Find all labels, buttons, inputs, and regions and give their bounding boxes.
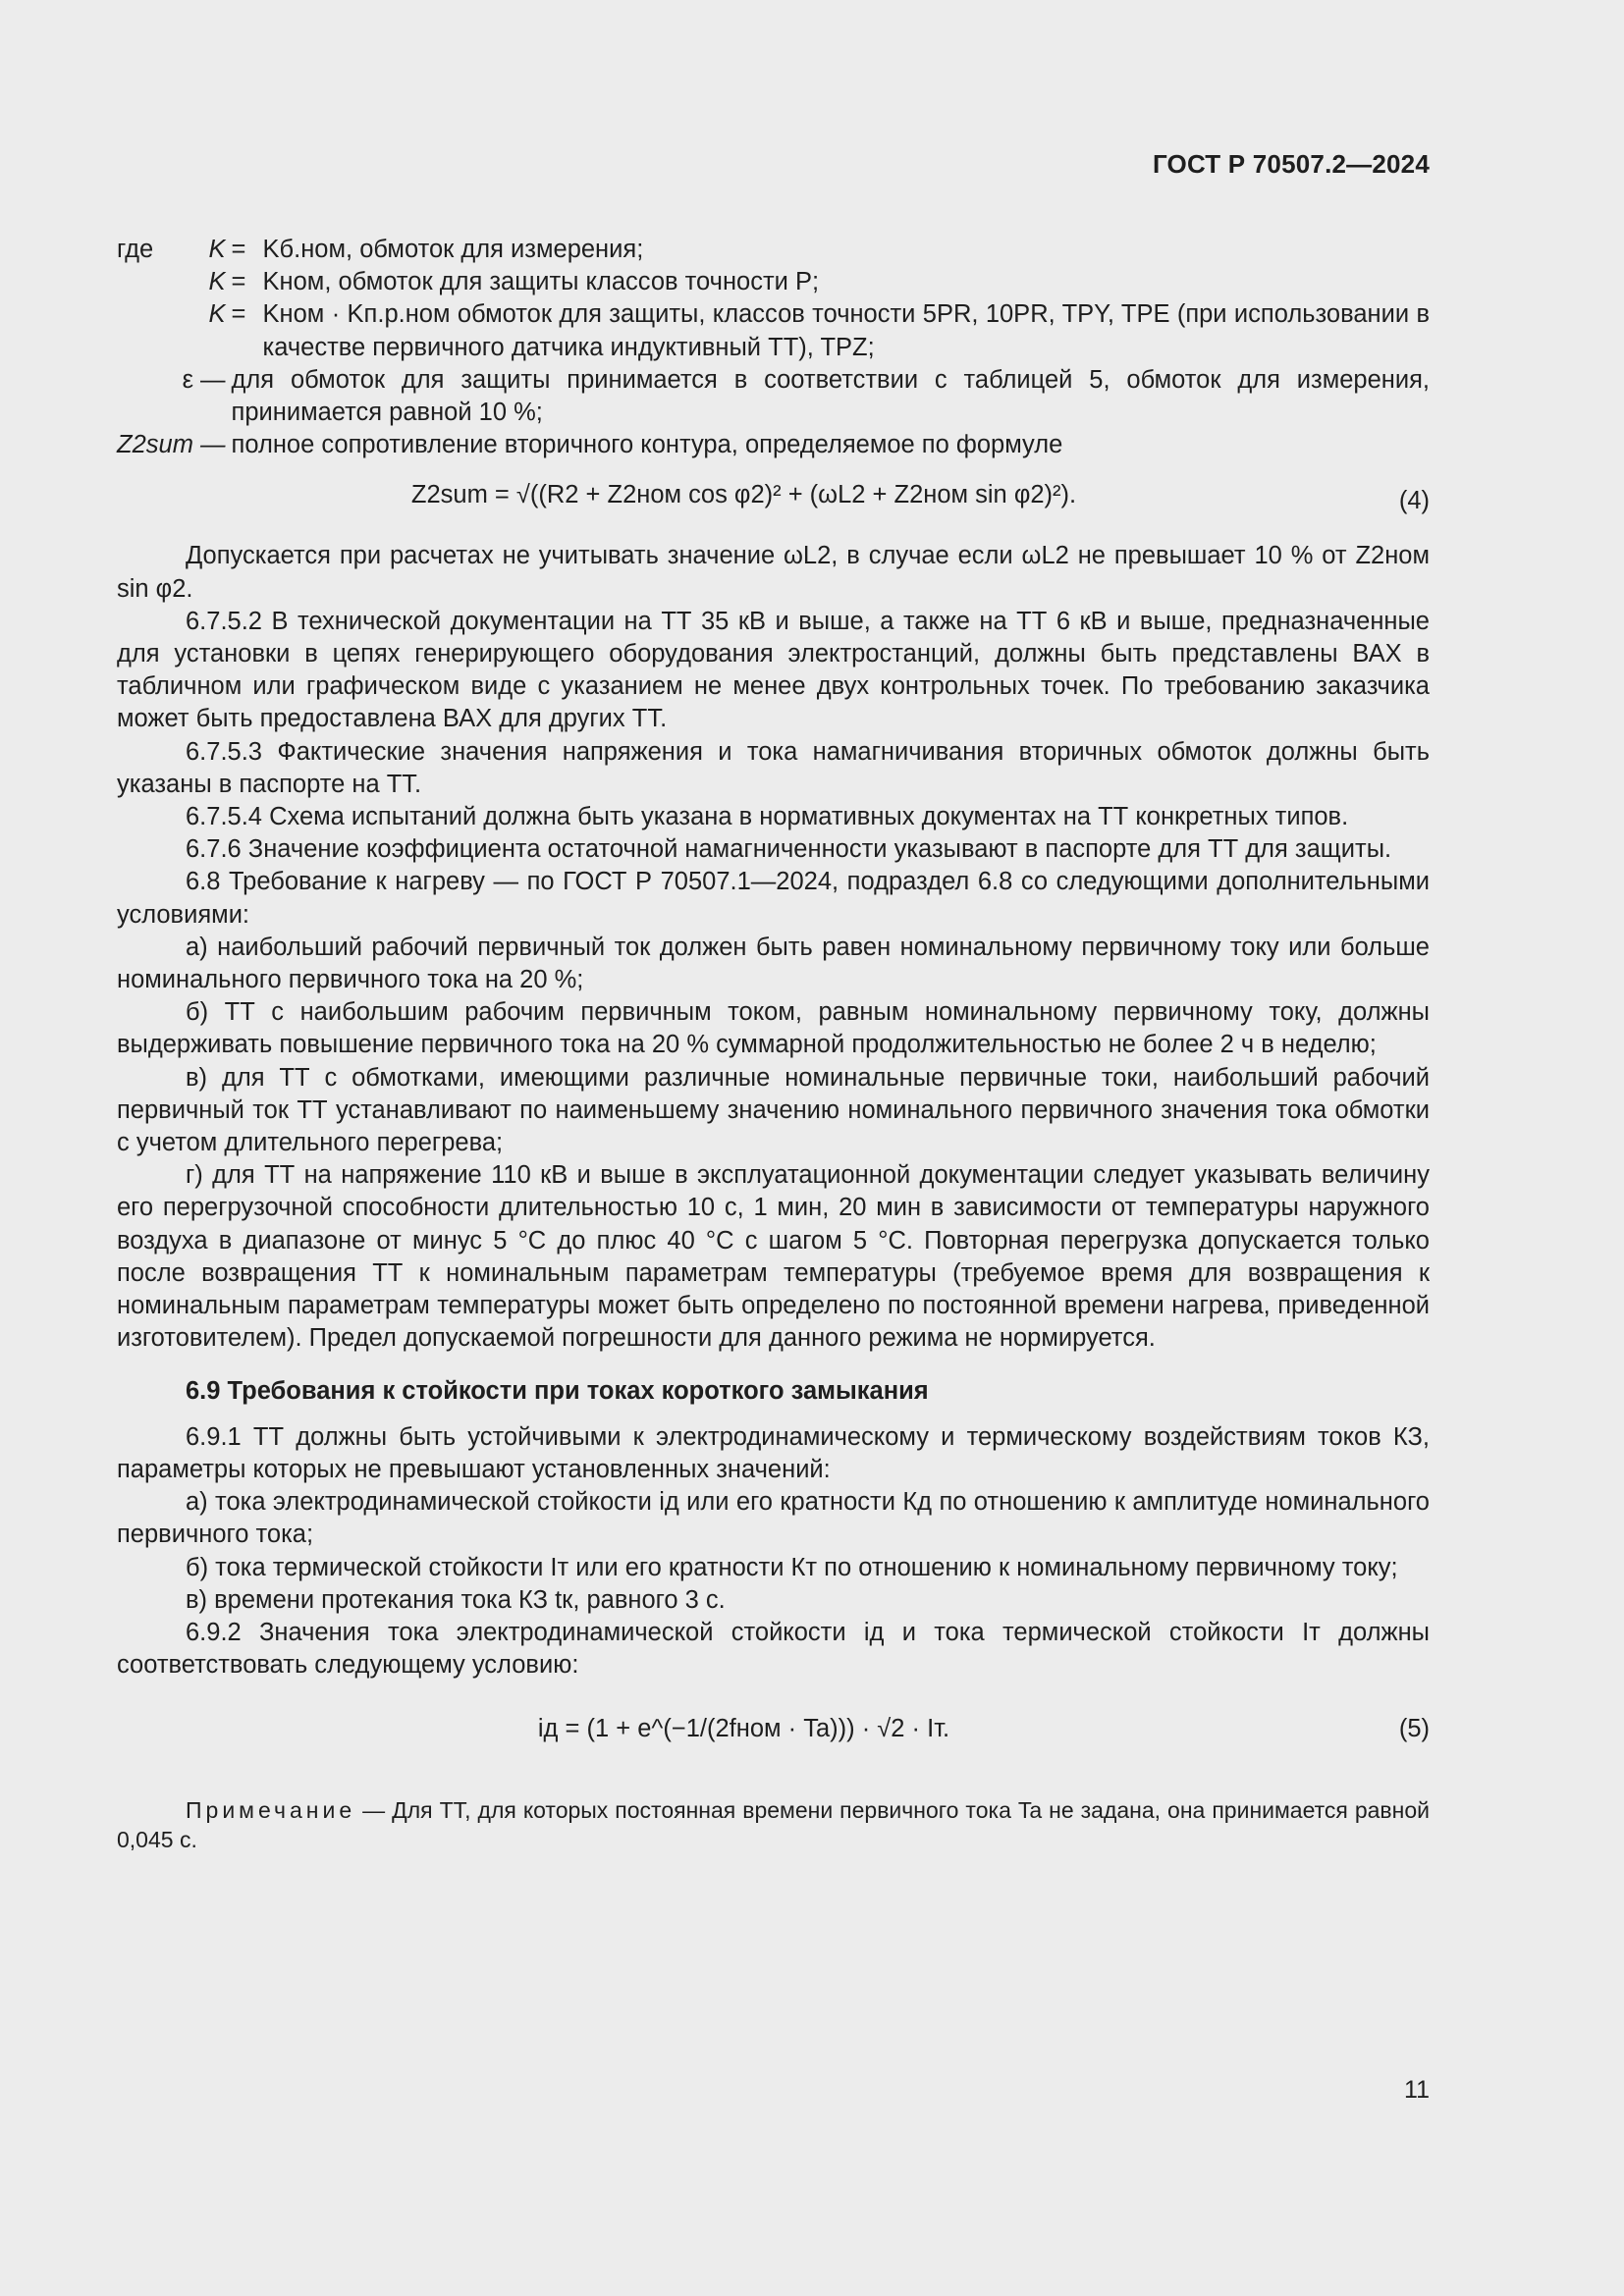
list-item: б) тока термической стойкости Iт или его кратности Кт по отношению к номинальному первичному току;: [186, 1553, 1398, 1581]
page-number: 11: [1404, 2076, 1430, 2104]
paragraph-6-9-2: 6.9.2 Значения тока электродинамической стойкости iд и тока термической стойкости Iт должны соответствовать следующему условию:: [117, 1618, 1430, 1680]
paragraph-6-7-5-2: 6.7.5.2 В технической документации на ТТ 35 кВ и выше, а также на ТТ 6 кВ и выше, предназначенные для установки в цепях генерирующего оборудования электростанций, должны быть представлены ВАХ в табличном или графическом виде с указанием не менее двух контрольных точек. По требованию заказчика может быть предоставлена ВАХ для других ТТ.: [117, 607, 1430, 733]
paragraph-6-7-5-3: 6.7.5.3 Фактические значения напряжения и тока намагничивания вторичных обмоток должны быть указаны в паспорте на ТТ.: [117, 737, 1430, 798]
formula-number: (5): [1398, 1715, 1430, 1743]
list-item: г) для ТТ на напряжение 110 кВ и выше в эксплуатационной документации следует указывать величину его перегрузочной способности длительностью 10 с, 1 мин, 20 мин в зависимости от температуры наружного воздуха в диапазоне от минус 5 °С до плюс 40 °С с шагом 5 °С. Повторная перегрузка допускается только после возвращения ТТ к номинальным параметрам температуры (требуемое время для возвращения к номинальным параметрам температуры может быть определено по постоянной времени нагрева, приведенной изготовителем). Предел допускаемой погрешности для данного режима не нормируется.: [117, 1161, 1430, 1353]
list-item: в) для ТТ с обмотками, имеющими различные номинальные первичные токи, наибольший рабочий первичный ток ТТ устанавливают по наименьшему значению номинального первичного значения тока обмотки с учетом длительного перегрева;: [117, 1063, 1430, 1157]
formula-number: (4): [1398, 487, 1430, 515]
paragraph-6-7-5-4: 6.7.5.4 Схема испытаний должна быть указана в нормативных документах на ТТ конкретных типов.: [186, 803, 1349, 831]
list-item: б) ТТ с наибольшим рабочим первичным током, равным номинальному первичному току, должны выдерживать повышение первичного тока на 20 % суммарной продолжительностью не более 2 ч в неделю;: [117, 998, 1430, 1059]
definition-row: [117, 266, 1430, 298]
formula-expression: iд = (1 + e^(−1/(2fном · Ta))) · √2 · Iт.: [537, 1715, 950, 1743]
variable-definitions: [117, 234, 1430, 461]
list-item: а) наибольший рабочий первичный ток должен быть равен номинальному первичному току или больше номинального первичного тока на 20 %;: [117, 933, 1430, 994]
page-content: [117, 234, 1430, 1854]
definition-text: полное сопротивление вторичного контура, определяемое по формуле: [231, 431, 1063, 459]
definition-text: Kб.ном, обмоток для измерения;: [262, 236, 644, 263]
definition-row: [117, 234, 1430, 266]
list-item: а) тока электродинамической стойкости iд или его кратности Кд по отношению к амплитуде номинального первичного тока;: [117, 1488, 1430, 1549]
note-text: — Для ТТ, для которых постоянная времени первичного тока Ta не задана, она принимается равной 0,045 с.: [117, 1797, 1430, 1853]
list-item: в) времени протекания тока КЗ tк, равного 3 с.: [186, 1585, 726, 1614]
definition-text: Kном · Kп.р.ном обмоток для защиты, классов точности 5PR, 10PR, TPY, TPE (при использовании в качестве первичного датчика индуктивный ТТ), TPZ;: [262, 300, 1430, 361]
equals-sign: =: [231, 300, 246, 329]
definition-text: для обмоток для защиты принимается в соответствии с таблицей 5, обмоток для измерения, принимается равной 10 %;: [231, 365, 1430, 427]
formula-5: [117, 1691, 1430, 1780]
paragraph-6-7-6: 6.7.6 Значение коэффициента остаточной намагниченности указывают в паспорте для ТТ для защиты.: [186, 835, 1392, 864]
section-heading-6-9: 6.9 Требования к стойкости при токах короткого замыкания: [186, 1376, 929, 1405]
symbol: K: [208, 268, 226, 296]
definition-text: Kном, обмоток для защиты классов точности P;: [262, 268, 820, 296]
definition-row: [117, 364, 1430, 429]
where-label: где: [117, 236, 154, 263]
equals-sign: =: [231, 236, 246, 263]
symbol: Z2sum —: [117, 431, 226, 459]
definition-row: [117, 429, 1430, 461]
symbol: K: [208, 300, 226, 329]
symbol: K: [208, 236, 226, 263]
formula-expression: Z2sum = √((R2 + Z2ном cos φ2)² + (ωL2 + Z2ном sin φ2)²).: [410, 481, 1077, 509]
standard-designation: ГОСТ Р 70507.2—2024: [1152, 149, 1430, 179]
definition-row: [117, 298, 1430, 363]
paragraph: Допускается при расчетах не учитывать значение ωL2, в случае если ωL2 не превышает 10 % от Z2ном sin φ2.: [117, 542, 1430, 603]
equals-sign: =: [231, 268, 246, 296]
paragraph-6-9-1: 6.9.1 ТТ должны быть устойчивыми к электродинамическому и термическому воздействиям токов КЗ, параметры которых не превышают установленных значений:: [117, 1422, 1430, 1483]
paragraph-6-8: 6.8 Требование к нагреву — по ГОСТ Р 70507.1—2024, подраздел 6.8 со следующими дополнительными условиями:: [117, 868, 1430, 929]
formula-4: [117, 473, 1430, 536]
note-label: Примечание: [186, 1797, 356, 1824]
note: [117, 1795, 1430, 1854]
symbol: ε —: [182, 365, 226, 394]
